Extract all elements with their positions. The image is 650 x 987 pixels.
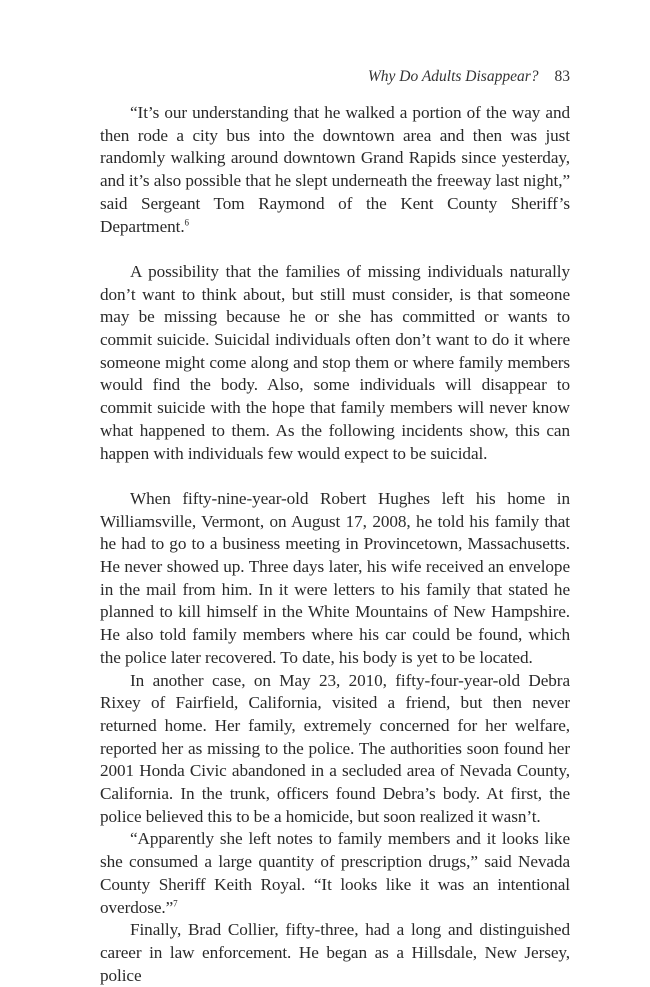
- paragraph-quote-raymond: [100, 102, 570, 238]
- paragraph-quote-royal: [100, 828, 570, 919]
- page-number: 83: [554, 68, 570, 85]
- paragraph-text: In another case, on May 23, 2010, fifty-four-year-old Debra Rixey of Fairfield, California, visited a friend, but then never returned home. Her family, extremely concerned for her welfare, reported her as missing to the police. The authorities soon found her 2001 Honda Civic abandoned in a secluded area of Nevada County, California. In the trunk, officers found Debra’s body. At first, the police believed this to be a homicide, but soon realized it wasn’t.: [100, 670, 570, 826]
- paragraph-text: “It’s our understanding that he walked a portion of the way and then rode a city bus into the downtown area and then was just randomly walking around downtown Grand Rapids since yesterday, and it’s also possible that he slept underneath the freeway last night,” said Sergeant Tom Raymond of the Kent County Sheriff’s Department.: [100, 103, 570, 236]
- paragraph-text: “Apparently she left notes to family members and it looks like she consumed a large quantity of prescription drugs,” said Nevada County Sheriff Keith Royal. “It looks like it was an intentional overdose.”: [100, 829, 570, 917]
- running-title: Why Do Adults Disappear?: [367, 68, 539, 85]
- paragraph-brad-collier: [100, 919, 570, 987]
- body-text: [100, 102, 570, 987]
- footnote-marker: 6: [184, 216, 189, 227]
- running-head: [368, 68, 570, 86]
- paragraph-text: When fifty-nine-year-old Robert Hughes left his home in Williamsville, Vermont, on August 17, 2008, he told his family that he had to go to a business meeting in Provincetown, Massachusetts. He never showed up. Three days later, his wife received an envelope in the mail from him. In it were letters to his family that stated he planned to kill himself in the White Mountains of New Hampshire. He also told family members where his car could be found, which the police later recovered. To date, his body is yet to be located.: [100, 488, 570, 667]
- footnote-marker: 7: [173, 897, 178, 908]
- paragraph-suicide-possibility: [100, 261, 570, 465]
- paragraph-debra-rixey: [100, 670, 570, 829]
- paragraph-robert-hughes: [100, 488, 570, 670]
- paragraph-text: Finally, Brad Collier, fifty-three, had a long and distinguished career in law enforcement. He began as a Hillsdale, New Jersey, police: [100, 920, 570, 985]
- paragraph-text: A possibility that the families of missing individuals naturally don’t want to think about, but still must consider, is that someone may be missing because he or she has committed or wants to commit suicide. Suicidal individuals often don’t want to do it where someone might come along and stop them or where family members would find the body. Also, some individuals will disappear to commit suicide with the hope that family members will never know what happened to them. As the following incidents show, this can happen with individuals few would expect to be suicidal.: [100, 261, 570, 463]
